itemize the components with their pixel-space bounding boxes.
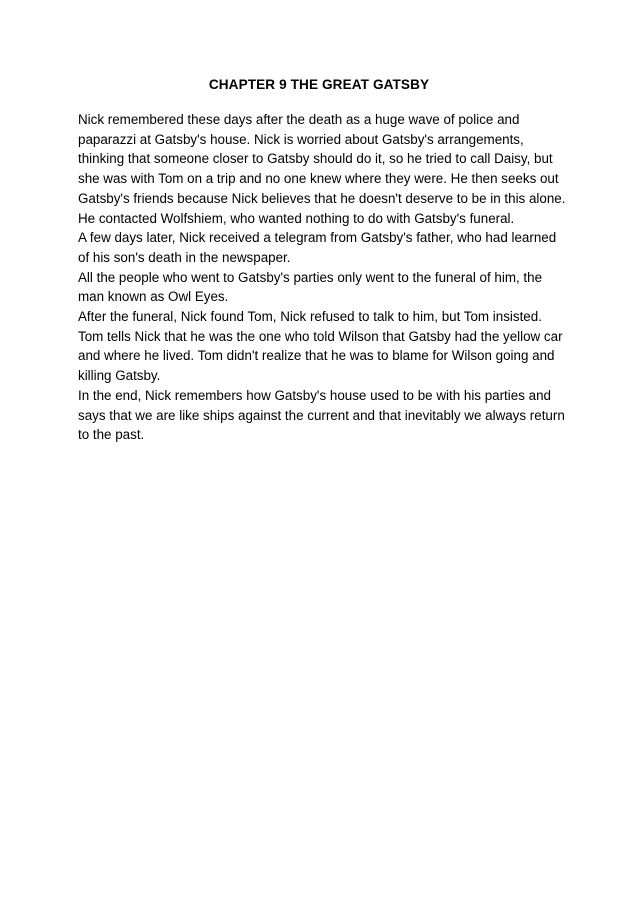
- paragraph-1: Nick remembered these days after the death as a huge wave of police and paparazzi at Gatsby's house. Nick is worried about Gatsby's arrangements, thinking that someone closer to Gatsby should do it, so he tried to call Daisy, but she was with Tom on a trip and no one knew where they were. He then seeks out Gatsby's friends because Nick believes that he doesn't deserve to be in this alone. He contacted Wolfshiem, who wanted nothing to do with Gatsby's funeral.: [78, 112, 566, 226]
- paragraph-5: In the end, Nick remembers how Gatsby's house used to be with his parties and says that we are like ships against the current and that inevitably we always return to the past.: [78, 387, 565, 443]
- paragraph-2: A few days later, Nick received a telegram from Gatsby's father, who had learned of his son's death in the newspaper.: [78, 230, 557, 265]
- paragraph-3: All the people who went to Gatsby's parties only went to the funeral of him, the man known as Owl Eyes.: [78, 269, 543, 305]
- document-title: CHAPTER 9 THE GREAT GATSBY: [208, 77, 430, 92]
- paragraph-4: After the funeral, Nick found Tom, Nick refused to talk to him, but Tom insisted. Tom tells Nick that he was the one who told Wilson that Gatsby had the yellow car and where he lived. Tom didn't realize that he was to blame for Wilson going and killing Gatsby.: [78, 309, 563, 384]
- document-body: [78, 110, 568, 445]
